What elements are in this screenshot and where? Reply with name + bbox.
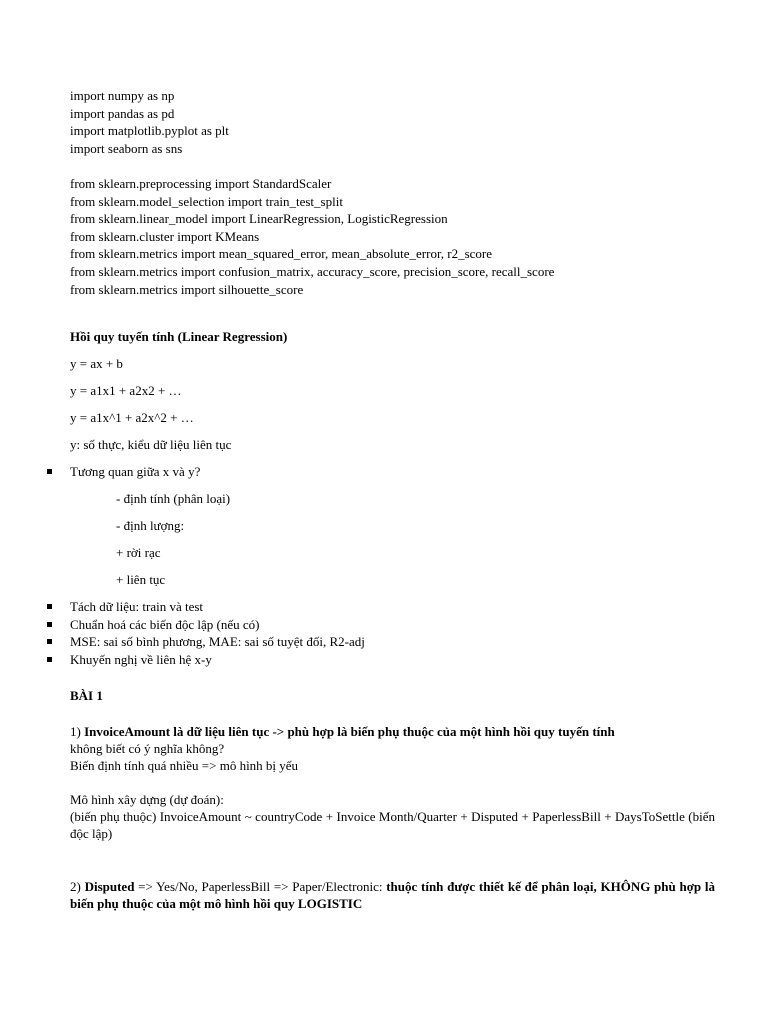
- list-item-text: MSE: sai số bình phương, MAE: sai số tuyệt đối, R2-adj: [70, 634, 365, 650]
- code-line: from sklearn.linear_model import LinearRegression, LogisticRegression: [70, 211, 448, 227]
- bullet-list: [70, 598, 715, 668]
- exercise-title: BÀI 1: [70, 688, 103, 704]
- square-bullet-icon: [47, 639, 52, 644]
- square-bullet-icon: [47, 469, 52, 474]
- code-line: from sklearn.cluster import KMeans: [70, 228, 260, 244]
- question-1-statement: InvoiceAmount là dữ liệu liên tục -> phù hợp là biến phụ thuộc của một hình hồi quy tuyến tính: [84, 724, 615, 740]
- section-title: Hồi quy tuyến tính (Linear Regression): [70, 329, 288, 345]
- question-2-variable: Disputed: [84, 879, 135, 895]
- model-formula: (biến phụ thuộc) InvoiceAmount ~ countryCode + Invoice Month/Quarter + Disputed + PaperlessBill + DaysToSettle (biến độc lập): [70, 809, 715, 842]
- code-line: from sklearn.metrics import mean_squared_error, mean_absolute_error, r2_score: [70, 246, 493, 262]
- list-item: [70, 651, 715, 669]
- code-line: import matplotlib.pyplot as plt: [70, 123, 229, 139]
- question-1-note: không biết có ý nghĩa không?: [70, 741, 225, 757]
- import-block: [70, 87, 715, 298]
- model-title: Mô hình xây dựng (dự đoán):: [70, 792, 224, 808]
- list-item: [70, 598, 715, 616]
- question-1-note: Biến định tính quá nhiều => mô hình bị yếu: [70, 758, 299, 774]
- question-2-values: => Yes/No, PaperlessBill => Paper/Electronic:: [134, 879, 387, 895]
- code-line: from sklearn.metrics import silhouette_score: [70, 281, 304, 297]
- formula: y = ax + b: [70, 356, 123, 372]
- question-1-line: [70, 723, 715, 740]
- model-block: [70, 791, 715, 842]
- question-number: 1): [70, 724, 85, 740]
- list-item-text: Tương quan giữa x và y?: [70, 464, 201, 480]
- question-1: [70, 723, 715, 774]
- sub-item: + rời rạc: [116, 545, 161, 561]
- question-2: [70, 878, 715, 912]
- sub-item: - định tính (phân loại): [116, 491, 231, 507]
- formula-note: y: số thực, kiểu dữ liệu liên tục: [70, 437, 232, 453]
- spacer: [70, 157, 715, 175]
- list-item-text: Khuyến nghị về liên hệ x-y: [70, 651, 212, 667]
- question-2-statement: thuộc tính được thiết kế để phân loại, KHÔNG phù hợp là biến phụ thuộc của một mô hình hồi quy LOGISTIC: [70, 879, 715, 912]
- sub-item: + liên tục: [116, 572, 166, 588]
- document-page: [70, 87, 715, 912]
- list-item: [70, 616, 715, 634]
- code-line: from sklearn.metrics import confusion_matrix, accuracy_score, precision_score, recall_score: [70, 263, 555, 279]
- question-number: 2): [70, 879, 85, 895]
- square-bullet-icon: [47, 604, 52, 609]
- sub-item: - định lượng:: [116, 518, 185, 534]
- code-line: import seaborn as sns: [70, 140, 183, 156]
- formula: y = a1x1 + a2x2 + …: [70, 383, 182, 399]
- list-item: [70, 463, 715, 480]
- code-line: from sklearn.model_selection import train_test_split: [70, 193, 343, 209]
- square-bullet-icon: [47, 657, 52, 662]
- code-line: import pandas as pd: [70, 105, 175, 121]
- code-line: from sklearn.preprocessing import StandardScaler: [70, 175, 332, 191]
- list-item: [70, 633, 715, 651]
- formula: y = a1x^1 + a2x^2 + …: [70, 410, 194, 426]
- square-bullet-icon: [47, 622, 52, 627]
- list-item-text: Tách dữ liệu: train và test: [70, 599, 204, 615]
- list-item-text: Chuẩn hoá các biến độc lập (nếu có): [70, 616, 260, 632]
- code-line: import numpy as np: [70, 88, 175, 103]
